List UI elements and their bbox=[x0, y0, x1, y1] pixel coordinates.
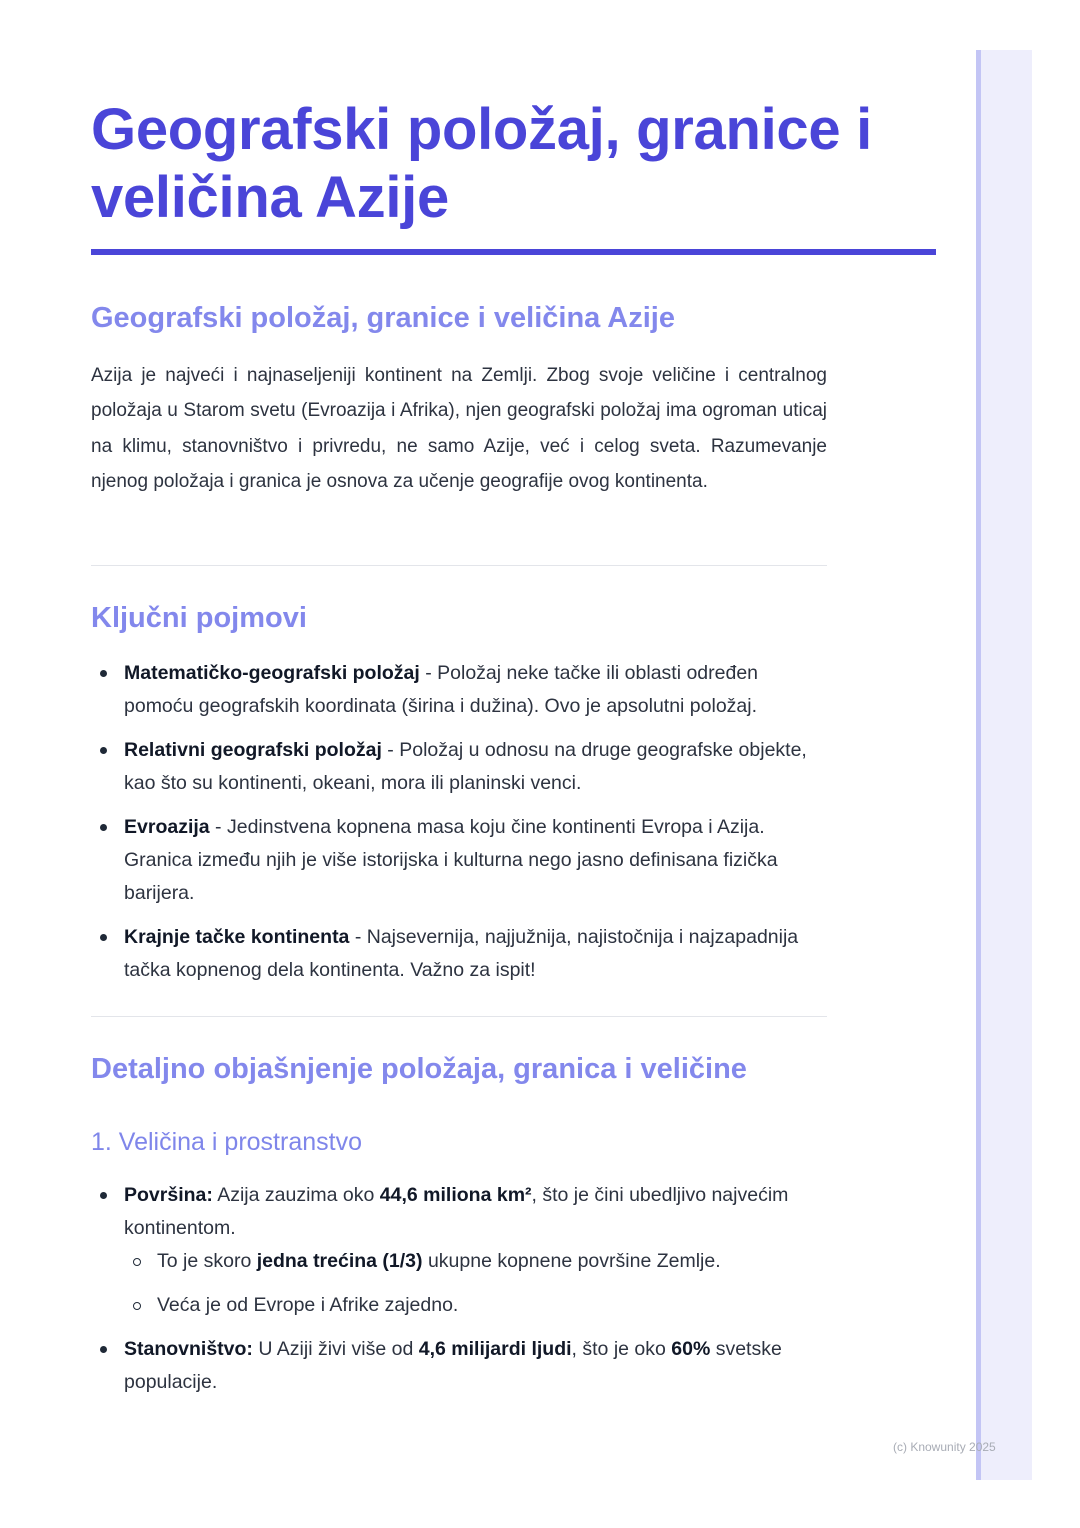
term-definition: - Položaj neke tačke ili oblasti određen pomoću geografskih koordinata (širina i dužina). Ovo je apsolutni položaj. bbox=[124, 662, 759, 717]
section-divider bbox=[91, 1016, 827, 1017]
population-label: Stanovništvo: bbox=[124, 1338, 253, 1360]
population-value: 4,6 milijardi ljudi bbox=[418, 1338, 572, 1360]
list-item bbox=[91, 734, 827, 800]
title-underline bbox=[91, 249, 936, 255]
term-definition: - Najsevernija, najjužnija, najistočnija i najzapadnija tačka kopnenog dela kontinenta. Važno za ispit! bbox=[124, 926, 799, 981]
list-item bbox=[91, 657, 827, 723]
key-terms-list bbox=[91, 657, 827, 998]
term-label: Evroazija bbox=[124, 816, 210, 838]
page-title: Geografski položaj, granice i veličina Azije bbox=[91, 97, 872, 230]
side-accent-rule bbox=[976, 50, 981, 1480]
area-text: , što je čini ubedljivo najvećim kontinentom. bbox=[124, 1184, 789, 1239]
population-text: U Aziji živi više od bbox=[252, 1338, 419, 1360]
list-item bbox=[91, 811, 827, 910]
list-item bbox=[91, 921, 827, 987]
watermark: (c) Knowunity 2025 bbox=[893, 1440, 996, 1454]
section-heading-key-terms: Ključni pojmovi bbox=[91, 602, 307, 634]
area-label: Površina: bbox=[124, 1184, 213, 1206]
details-list bbox=[91, 1179, 827, 1410]
sub-list-item bbox=[124, 1245, 827, 1278]
term-label: Relativni geografski položaj bbox=[124, 739, 382, 761]
section-heading-intro: Geografski položaj, granice i veličina Azije bbox=[91, 302, 675, 334]
population-text: svetske populacije. bbox=[124, 1338, 782, 1393]
sub-value: jedna trećina (1/3) bbox=[256, 1250, 423, 1272]
sub-text: To je skoro bbox=[157, 1250, 257, 1272]
term-label: Matematičko-geografski položaj bbox=[124, 662, 420, 684]
sub-text: Veća je od Evrope i Afrike zajedno. bbox=[157, 1294, 459, 1316]
intro-paragraph: Azija je najveći i najnaseljeniji kontinent na Zemlji. Zbog svoje veličine i centralnog položaja u Starom svetu (Evroazija i Afrika), njen geografski položaj ima ogroman uticaj na klimu, stanovništvo i privredu, ne samo Azije, već i celog sveta. Razumevanje njenog položaja i granica je osnova za učenje geografije ovog kontinenta. bbox=[91, 365, 827, 493]
subsection-heading-size: 1. Veličina i prostranstvo bbox=[91, 1128, 362, 1156]
area-value: 44,6 miliona km² bbox=[379, 1184, 532, 1206]
side-panel bbox=[976, 50, 1032, 1480]
list-item-area bbox=[91, 1179, 827, 1322]
section-divider bbox=[91, 565, 827, 566]
population-percent: 60% bbox=[671, 1338, 711, 1360]
area-text: Azija zauzima oko bbox=[212, 1184, 380, 1206]
section-heading-details: Detaljno objašnjenje položaja, granica i veličine bbox=[91, 1053, 747, 1085]
term-definition: - Jedinstvena kopnena masa koju čine kontinenti Evropa i Azija. Granica između njih je više istorijska i kulturna nego jasno definisana fizička barijera. bbox=[124, 816, 778, 904]
list-item-population bbox=[91, 1333, 827, 1399]
term-definition: - Položaj u odnosu na druge geografske objekte, kao što su kontinenti, okeani, mora ili planinski venci. bbox=[124, 739, 807, 794]
sub-list-item bbox=[124, 1289, 827, 1322]
population-text: , što je oko bbox=[571, 1338, 672, 1360]
sub-text: ukupne kopnene površine Zemlje. bbox=[422, 1250, 721, 1272]
term-label: Krajnje tačke kontinenta bbox=[124, 926, 350, 948]
area-sublist bbox=[124, 1245, 827, 1322]
